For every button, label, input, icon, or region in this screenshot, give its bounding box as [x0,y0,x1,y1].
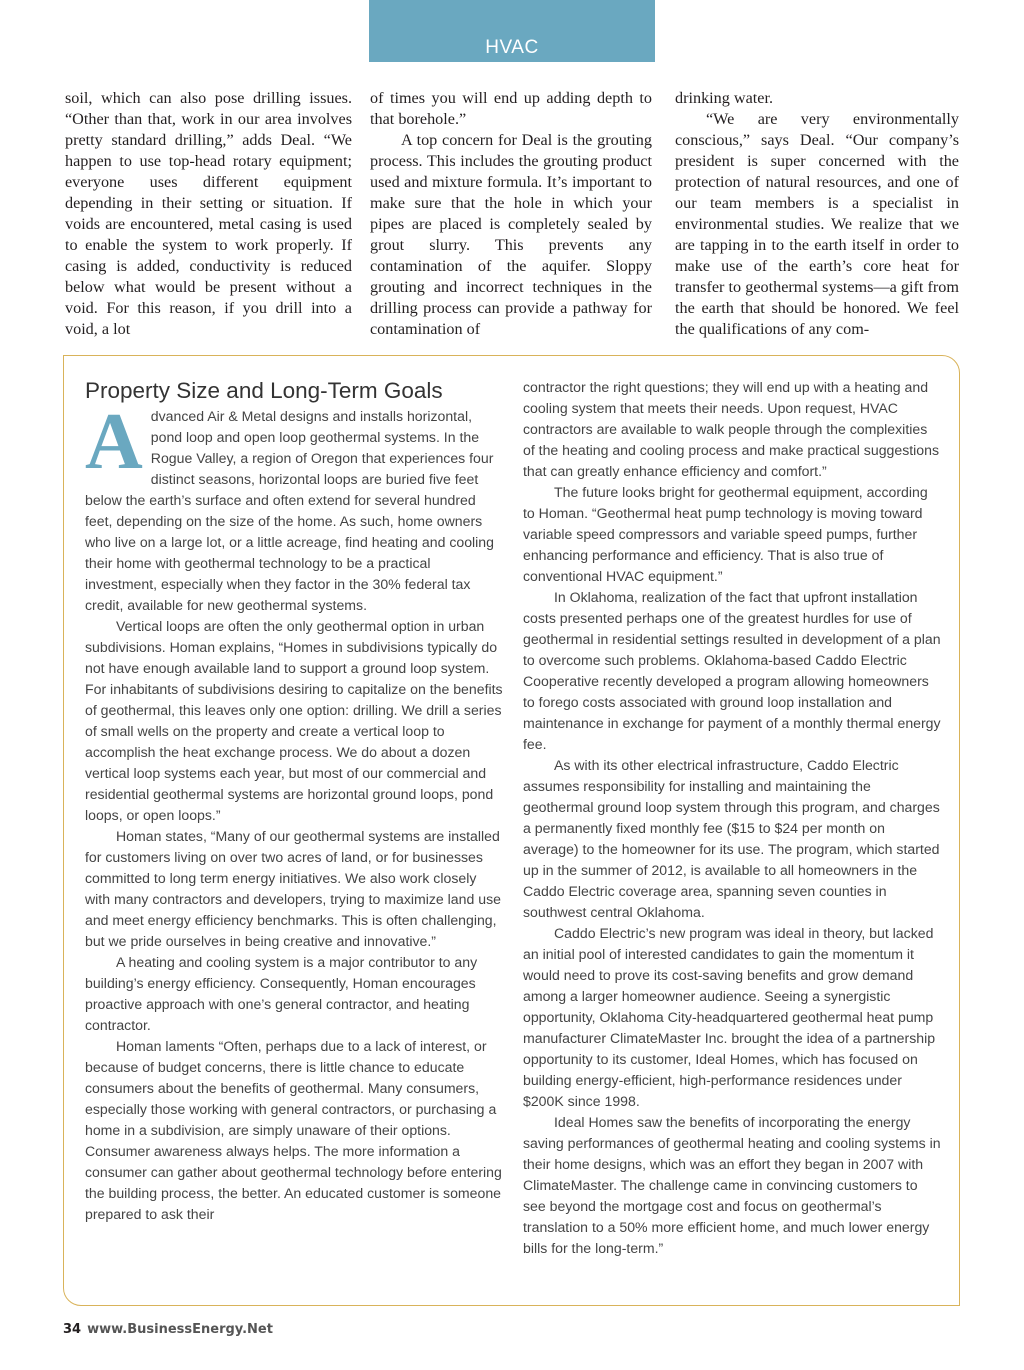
paragraph: Homan states, “Many of our geothermal systems are installed for customers living on over two acres of land, or for businesses committed to long term energy initiatives. We also work closely with many contractors and developers, trying to maximize land use and meet energy efficiency benchmarks. This is often challenging, but we pride ourselves in being creative and innovative.” [85,828,501,949]
page-footer [63,1322,273,1337]
paragraph: “We are very environmentally conscious,” says Deal. “Our company’s president is super concerned with the protection of natural resources, and one of our team members is a specialist in environmental studies. We realize that we are tapping in to the earth itself in order to make use of the earth’s core heat for transfer to geothermal systems—a gift from the earth that should be honored. We feel the qualifications of any com- [675,110,959,338]
article-column-2 [370,88,652,340]
paragraph: Caddo Electric’s new program was ideal in theory, but lacked an initial pool of interested candidates to gain the momentum it would need to prove its cost-saving benefits and grow demand among a larger homeowner audience. Seeing a synergistic opportunity, Oklahoma City-headquartered geothermal heat pump manufacturer ClimateMaster Inc. brought the idea of a partnership opportunity to its customer, Ideal Homes, which has focused on building energy-efficient, high-performance residences under $200K since 1998. [523,925,936,1109]
paragraph-text: dvanced Air & Metal designs and installs horizontal, pond loop and open loop geothermal systems. In the Rogue Valley, a region of Oregon that experiences four distinct seasons, horizontal loops are buried five feet below the earth’s surface and often extend for several hundred feet, depending on the size of the home. As such, home owners who live on a large lot, or a little acreage, find heating and cooling their home with geothermal technology to be a practical investment, especially when they factor in the 30% federal tax credit, available for new geothermal systems. [85,408,494,613]
paragraph: drinking water. [675,89,774,107]
sidebar-title: Property Size and Long-Term Goals [85,378,443,403]
page-number: 34 [63,1322,82,1337]
paragraph: Ideal Homes saw the benefits of incorporating the energy saving performances of geothermal heating and cooling systems in their home designs, which was an effort they began in 2007 with ClimateMaster. The challenge came in convincing customers to see beyond the mortgage cost and focus on geothermal’s translation to a 50% more efficient home, and much lower energy bills for the long-term.” [523,1114,941,1256]
paragraph: A heating and cooling system is a major contributor to any building’s energy efficiency. Consequently, Homan encourages proactive approach with one’s general contractor, and heating contractor. [85,954,478,1033]
paragraph: soil, which can also pose drilling issues. “Other than that, work in our area involves pretty standard drilling,” adds Deal. “We happen to use top-head rotary equipment; everyone uses different equipment depending in their setting or situation. If voids are encountered, metal casing is used to enable the system to work properly. If casing is added, conductivity is reduced below what would be present without a void. For this reason, if you drill into a void, a lot [65,89,352,338]
sidebar-column-right [523,377,941,1259]
drop-cap: A [85,398,143,486]
paragraph: of times you will end up adding depth to that borehole.” [370,89,652,128]
article-column-3 [675,88,959,340]
paragraph: In Oklahoma, realization of the fact that upfront installation costs presented perhaps one of the greatest hurdles for use of geothermal in residential settings resulted in development of a plan to overcome such problems. Oklahoma-based Caddo Electric Cooperative recently developed a program allowing homeowners to forego costs associated with ground loop installation and maintenance in exchange for payment of a monthly thermal energy fee. [523,589,941,752]
paragraph [85,398,503,616]
paragraph: Homan laments “Often, perhaps due to a lack of interest, or because of budget concerns, there is little chance to educate consumers about the benefits of geothermal. Many consumers, especially those working with general contractors, or purchasing a home in a subdivision, are simply unaware of their options. Consumer awareness always helps. The more information a consumer can gather about geothermal technology before entering the building process, the better. An educated customer is someone prepared to ask their [85,1038,502,1222]
section-tab [369,0,655,62]
section-label: HVAC [485,37,539,58]
footer-url[interactable]: www.BusinessEnergy.Net [87,1322,273,1337]
paragraph: A top concern for Deal is the grouting process. This includes the grouting product used and mixture formula. It’s important to make sure that the hole in which your pipes are placed is completely sealed by grout slurry. This prevents any contamination of the aquifer. Sloppy grouting and incorrect techniques in the drilling process can provide a pathway for contamination of [370,131,652,338]
paragraph: Vertical loops are often the only geothermal option in urban subdivisions. Homan explains, “Homes in subdivisions typically do not have enough available land to support a ground loop system. For inhabitants of subdivisions desiring to capitalize on the benefits of geothermal, this leaves only one option: drilling. We drill a series of small wells on the property and create a vertical loop to accomplish the heat exchange process. We do about a dozen vertical loop systems each year, but most of our commercial and residential geothermal systems are horizontal ground loops, pond loops, or open loops.” [85,618,503,823]
paragraph: As with its other electrical infrastructure, Caddo Electric assumes responsibility for installing and maintaining the geothermal ground loop system through this program, and charges a permanently fixed monthly fee ($15 to $24 per month on average) to the homeowner for its use. The program, which started up in the summer of 2012, is available to all homeowners in the Caddo Electric coverage area, spanning seven counties in southwest central Oklahoma. [523,757,940,920]
paragraph: contractor the right questions; they will end up with a heating and cooling system that meets their needs. Upon request, HVAC contractors are available to walk people through the complexities of the heating and cooling process and make practical suggestions that can greatly enhance efficiency and comfort.” [523,379,940,479]
paragraph: The future looks bright for geothermal equipment, according to Homan. “Geothermal heat pump technology is moving toward variable speed compressors and variable speed pumps, further enhancing performance and efficiency. That is also true of conventional HVAC equipment.” [523,484,928,584]
sidebar-column-left [85,377,503,1225]
article-column-1 [65,88,352,340]
